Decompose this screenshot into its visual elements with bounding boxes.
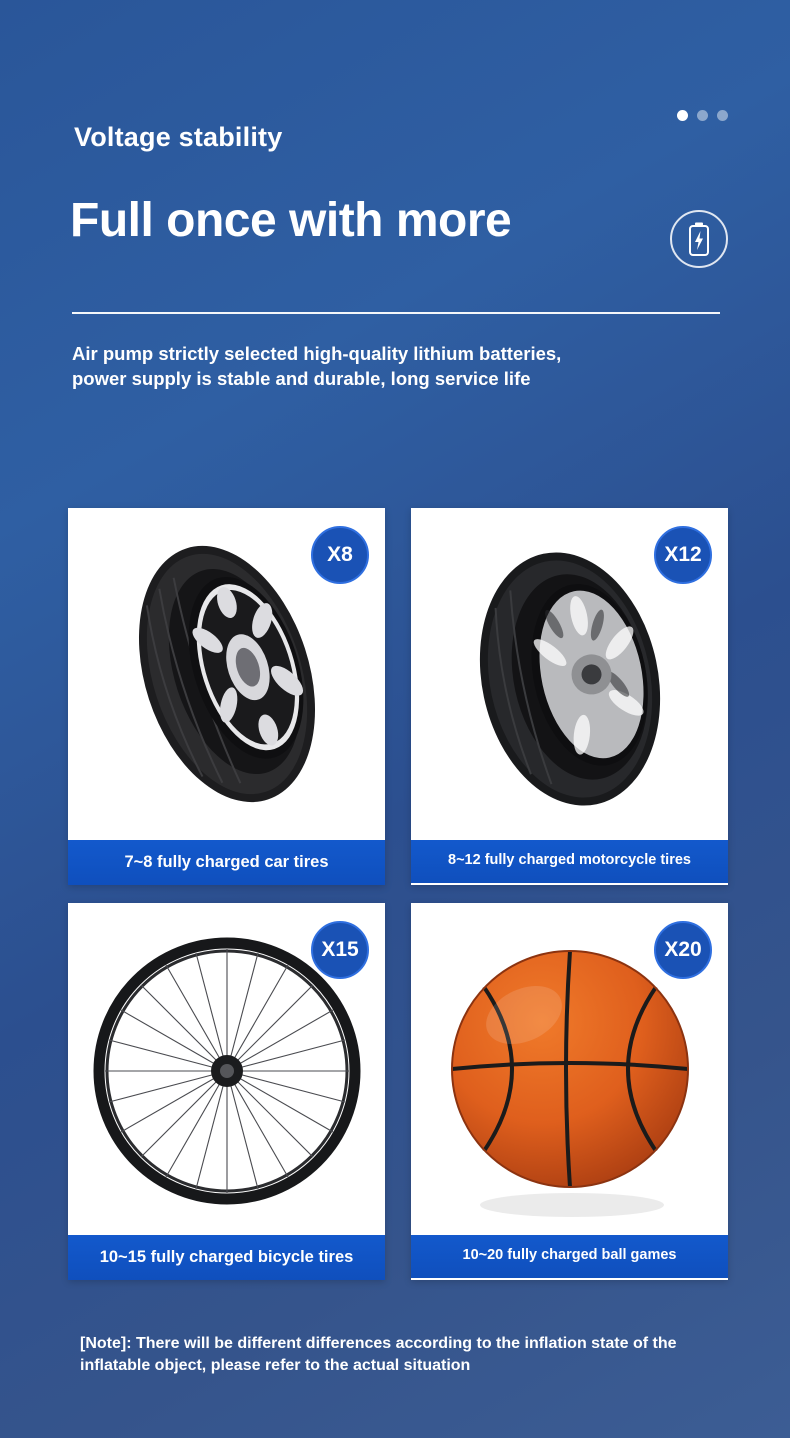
page-title: Full once with more [70, 194, 512, 247]
card-caption: 7~8 fully charged car tires [68, 840, 385, 885]
pagination-dot-1[interactable] [677, 110, 688, 121]
divider [72, 312, 720, 314]
card-count-badge: X8 [311, 526, 369, 584]
footnote: [Note]: There will be different differences according to the inflation state of the inflatable object, please refer to the actual situation [80, 1335, 677, 1375]
section-kicker: Voltage stability [74, 122, 283, 152]
card-caption: 10~15 fully charged bicycle tires [68, 1235, 385, 1280]
card-bicycle-wheel[interactable] [68, 903, 385, 1280]
card-count-badge: X15 [311, 921, 369, 979]
pagination-dot-2[interactable] [697, 110, 708, 121]
card-caption: 8~12 fully charged motorcycle tires [411, 840, 728, 883]
card-count-badge: X12 [654, 526, 712, 584]
card-count-badge: X20 [654, 921, 712, 979]
battery-charging-icon [670, 210, 728, 268]
card-car-tire[interactable] [68, 508, 385, 885]
section-description: Air pump strictly selected high-quality lithium batteries, power supply is stable and durable, long service life [72, 343, 562, 389]
card-motorcycle-tire[interactable] [411, 508, 728, 885]
card-row-2 [68, 903, 728, 1280]
card-row-1 [68, 508, 728, 885]
pagination-dots [677, 110, 728, 121]
pagination-dot-3[interactable] [717, 110, 728, 121]
card-basketball[interactable] [411, 903, 728, 1280]
feature-card-grid [68, 508, 728, 1298]
card-caption: 10~20 fully charged ball games [411, 1235, 728, 1278]
